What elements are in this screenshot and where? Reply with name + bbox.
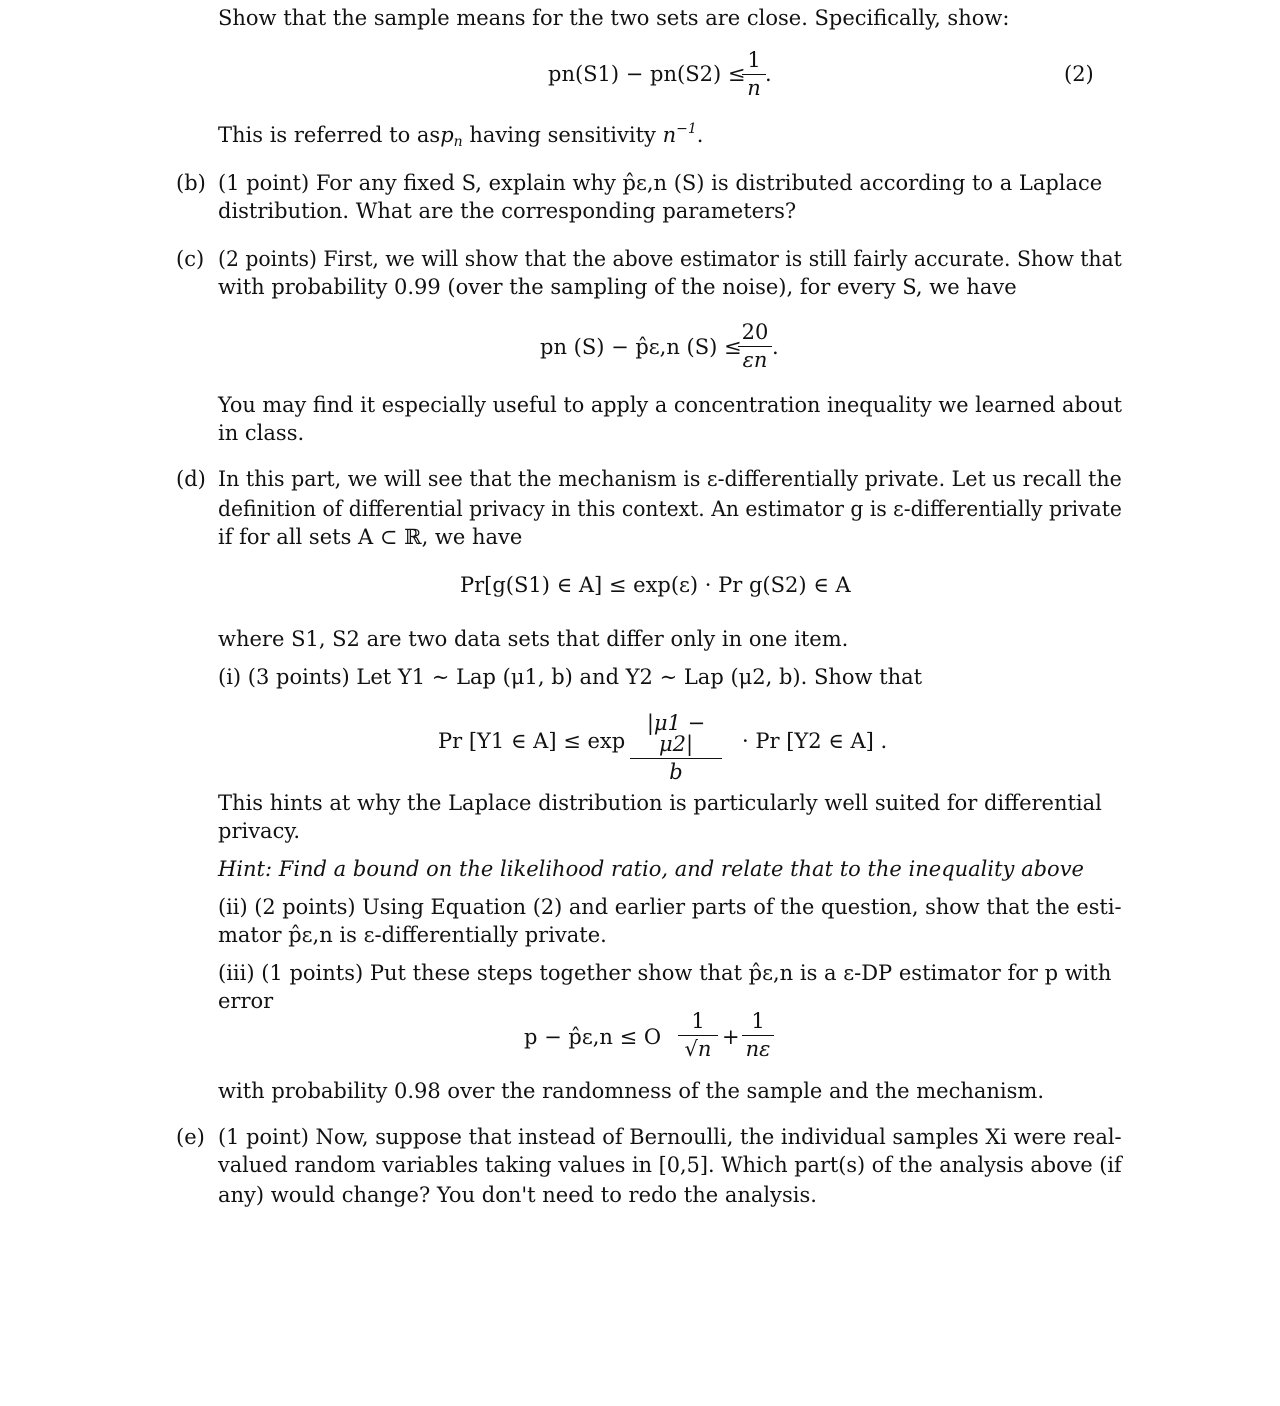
part-d-line-4: where S1, S2 are two data sets that differ only in one item. <box>218 627 849 651</box>
part-e-line-1: (1 point) Now, suppose that instead of Bernoulli, the individual samples Xi were real- <box>218 1125 1122 1149</box>
equation-2-period: . <box>765 62 772 86</box>
equation-2-denominator: n <box>747 76 761 100</box>
sensitivity-line: This is referred to asp$_n$ having sensitivity $n^{-1}$. <box>218 121 704 150</box>
part-c-equation-period: . <box>772 335 779 359</box>
part-d-iii-line-2: error <box>218 989 274 1013</box>
part-d-iii-equation-denominator-2: nε <box>745 1037 771 1061</box>
equation-2-numerator: 1 <box>747 48 761 72</box>
part-d-line-1: In this part, we will see that the mechanism is ε-differentially private. Let us recall the <box>218 467 1122 491</box>
part-d-i-line-2: This hints at why the Laplace distribution is particularly well suited for differential <box>218 791 1102 815</box>
part-d-iii-equation-plus: + <box>722 1025 740 1049</box>
part-d-hint: Hint: Find a bound on the likelihood ratio, and relate that to the inequality above <box>218 857 1084 881</box>
part-d-i-equation-lhs: Pr [Y1 ∈ A] ≤ exp <box>438 729 626 753</box>
part-d-line-2: definition of differential privacy in this context. An estimator g is ε-differentially private <box>218 497 1122 521</box>
part-c-label: (c) <box>176 247 205 271</box>
sensitivity-prefix: This is referred to as <box>218 123 441 147</box>
part-e-line-3: any) would change? You don't need to redo the analysis. <box>218 1183 817 1207</box>
part-d-iii-equation-lhs: p − p̂ε,n ≤ O <box>524 1025 662 1049</box>
part-d-i-line-3: privacy. <box>218 819 301 843</box>
part-c-equation-fraction <box>738 322 772 371</box>
equation-2-fraction <box>742 50 766 99</box>
part-c-line-3: You may find it especially useful to apply a concentration inequality we learned about <box>218 393 1123 417</box>
part-c-line-2: with probability 0.99 (over the sampling of the noise), for every S, we have <box>218 275 1017 299</box>
equation-number-2: (2) <box>1064 62 1094 86</box>
part-c-equation-denominator: εn <box>742 348 768 372</box>
part-b-line-2: distribution. What are the corresponding parameters? <box>218 199 797 223</box>
part-b-line-1: (1 point) For any fixed S, explain why p̂ε,n (S) is distributed according to a Laplace <box>218 171 1103 195</box>
sensitivity-mid: having sensitivity <box>462 123 663 147</box>
part-d-iii-line-1: (iii) (1 points) Put these steps together show that p̂ε,n is a ε-DP estimator for p with <box>218 961 1112 985</box>
intro-text: Show that the sample means for the two sets are close. Specifically, show: <box>218 6 1010 30</box>
part-d-iii-equation-fraction-2 <box>742 1011 774 1060</box>
part-d-i-equation-rhs: · Pr [Y2 ∈ A] . <box>742 729 888 753</box>
part-c-line-1: (2 points) First, we will show that the above estimator is still fairly accurate. Show that <box>218 247 1122 271</box>
part-d-iii-line-3: with probability 0.98 over the randomness of the sample and the mechanism. <box>218 1079 1045 1103</box>
sensitivity-suffix: . <box>696 123 704 147</box>
part-d-iii-equation-numerator-1: 1 <box>691 1009 705 1033</box>
part-d-ii-line-1: (ii) (2 points) Using Equation (2) and earlier parts of the question, show that the esti- <box>218 895 1122 919</box>
dp-definition-equation: Pr[g(S1) ∈ A] ≤ exp(ε) · Pr g(S2) ∈ A <box>460 573 851 597</box>
part-c-line-4: in class. <box>218 421 305 445</box>
part-d-i-equation-numerator: |μ1 − μ2| <box>646 711 706 756</box>
part-c-equation-numerator: 20 <box>741 320 769 344</box>
part-b-label: (b) <box>176 171 206 195</box>
part-d-iii-equation-denominator-1: √n <box>684 1037 712 1061</box>
equation-2-lhs: pn(S1) − pn(S2) ≤ <box>548 62 746 86</box>
part-e-line-2: valued random variables taking values in [0,5]. Which part(s) of the analysis above (if <box>218 1153 1122 1177</box>
part-d-i-equation-denominator: b <box>669 760 683 784</box>
part-d-iii-equation-numerator-2: 1 <box>751 1009 765 1033</box>
part-d-label: (d) <box>176 467 206 491</box>
part-d-line-3: if for all sets A ⊂ ℝ, we have <box>218 525 523 549</box>
part-d-ii-line-2: mator p̂ε,n is ε-differentially private. <box>218 923 607 947</box>
part-d-i-equation-fraction <box>630 713 722 783</box>
part-e-label: (e) <box>176 1125 205 1149</box>
part-d-iii-equation-fraction-1 <box>678 1011 718 1060</box>
part-d-i-line-1: (i) (3 points) Let Y1 ∼ Lap (μ1, b) and Y2 ∼ Lap (μ2, b). Show that <box>218 665 923 689</box>
part-c-equation-lhs: pn (S) − p̂ε,n (S) ≤ <box>540 335 742 359</box>
